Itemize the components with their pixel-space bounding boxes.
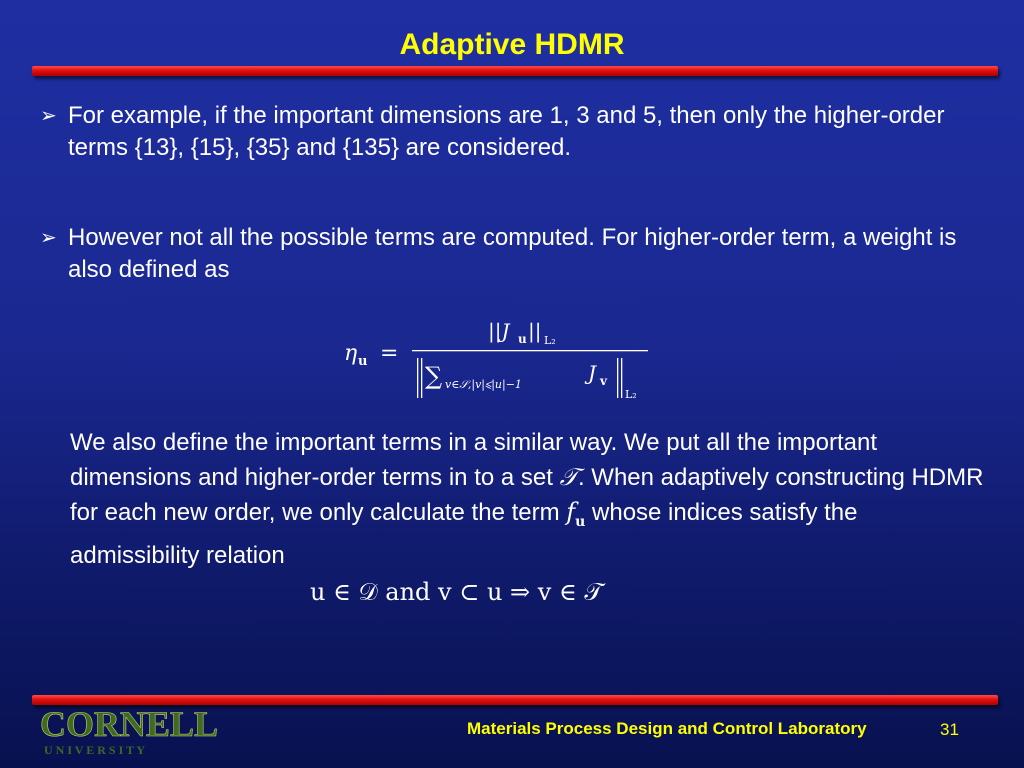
numerator-J-subscript: u — [518, 332, 527, 346]
bullet-2 — [40, 222, 990, 286]
numerator-L2-label: L₂ — [544, 334, 556, 347]
footer-lab-name: Materials Process Design and Control Laboratory — [467, 719, 867, 738]
weight-equation — [340, 308, 660, 408]
arrow-bullet-icon: ➢ — [40, 105, 57, 127]
fraction-bar — [412, 350, 648, 351]
admissibility-equation: u ∈ 𝒟 and v ⊂ u ⇒ v ∈ 𝒯 — [310, 578, 603, 606]
top-rule — [32, 66, 998, 76]
denominator-norm-left-2 — [421, 358, 422, 398]
paragraph-part-2: . When adaptively constructing HDMR for each new order, we only calculate the term — [70, 464, 984, 526]
bullet-2-text: However not all the possible terms are computed. For higher-order term, a weight is also defined as — [68, 224, 957, 283]
denominator-J: J — [588, 361, 597, 385]
page-number: 31 — [940, 720, 959, 739]
equals-sign: = — [380, 341, 399, 366]
sum-symbol: ∑ — [425, 362, 443, 390]
arrow-bullet-icon: ➢ — [40, 227, 57, 249]
paragraph-part-3: whose indices satisfy the admissibility relation — [70, 499, 858, 569]
cornell-logo — [38, 704, 248, 760]
bullet-1-text: For example, if the important dimensions are 1, 3 and 5, then only the higher-order terms {13}, {15}, {35} and {135} are considered. — [68, 102, 945, 161]
sum-subscript: v∈𝒮,|v|⩽|u|−1 — [445, 378, 522, 391]
bullet-1 — [40, 100, 990, 164]
admissibility-paragraph — [70, 426, 990, 573]
slide-title: Adaptive HDMR — [399, 28, 625, 61]
term-f-symbol: f — [566, 498, 576, 526]
denominator-norm-right-1 — [617, 358, 618, 398]
denominator-J-subscript: v — [600, 374, 607, 388]
denominator-norm-right-2 — [621, 358, 622, 398]
eta-symbol: η — [344, 341, 358, 366]
numerator-norm-open: ||J — [488, 319, 510, 343]
denominator-L2-label: L₂ — [625, 388, 637, 401]
term-f-subscript: u — [575, 513, 586, 530]
denominator-norm-left-1 — [417, 358, 418, 398]
numerator-norm-close: || — [528, 319, 542, 343]
logo-university: U N I V E R S I T Y — [44, 743, 146, 757]
eta-subscript: u — [358, 354, 368, 369]
paragraph-part-1: We also define the important terms in a similar way. We put all the important dimensions and higher-order terms in to a set — [70, 429, 878, 491]
set-T-symbol: 𝒯 — [559, 463, 578, 491]
logo-wordmark: CORNELL — [40, 704, 219, 744]
